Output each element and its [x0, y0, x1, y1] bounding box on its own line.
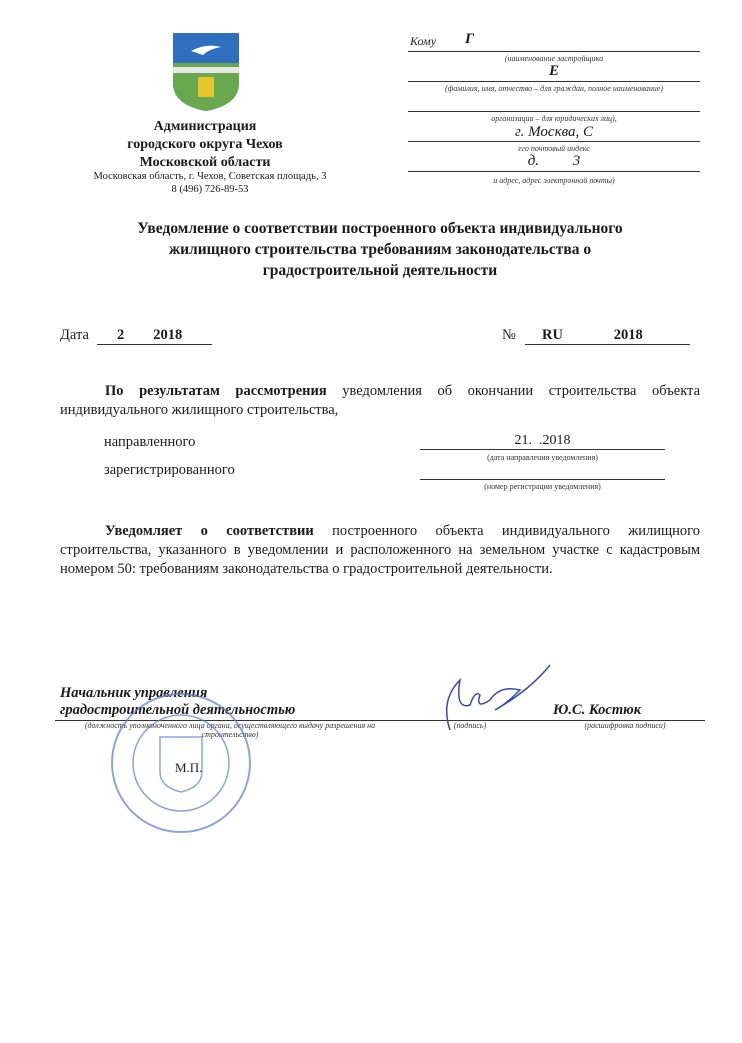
reg-label: зарегистрированного	[104, 462, 235, 478]
hint: (номер регистрации уведомления)	[484, 482, 601, 491]
coat-of-arms-logo	[173, 33, 239, 111]
to-label: Кому	[410, 34, 437, 48]
hint: его почтовый индекс	[518, 144, 590, 153]
date-value: 2 2018	[97, 327, 212, 345]
recipient-address: г. Москва, С	[514, 124, 594, 140]
recipient-name: Г	[465, 31, 475, 47]
hint: организации – для юридических лиц),	[491, 114, 617, 123]
hint: (наименование застройщика	[504, 54, 604, 63]
hint: (расшифровка подписи)	[584, 721, 666, 730]
signer-name: Ю.С. Костюк	[553, 702, 642, 718]
paragraph-1: По результатам рассмотрения уведомления об окончании строительства объекта индивидуального жилищного строительства,	[60, 383, 700, 418]
paragraph-2: Уведомляет о соответствии построенного объекта индивидуального жилищного строительства, указанного в уведомлении и расположенного на земельном участке с кадастровым номером 50: требованиям законодательства о градостроительной деятельности.	[60, 523, 700, 577]
hint: и адрес, адрес электронной почты)	[493, 176, 615, 185]
stamp-label: М.П.	[175, 760, 203, 775]
sent-label: направленного	[104, 434, 196, 450]
sender-org-line: городского округа Чехов	[127, 137, 283, 152]
number-label: №	[502, 327, 516, 343]
hint: (дата направления уведомления)	[487, 453, 598, 462]
sender-org-line: Московской области	[139, 155, 271, 170]
official-stamp	[110, 692, 252, 834]
position-line: градостроительной деятельностью	[60, 702, 296, 718]
position-line: Начальник управления	[60, 685, 208, 701]
recipient-name-2: Е	[548, 63, 559, 79]
sender-phone: 8 (496) 726-89-53	[171, 184, 249, 195]
recipient-address-2: д. 3	[527, 153, 581, 169]
document-title: Уведомление о соответствии построенного объекта индивидуального жилищного строительства требованиям законодательства о градостроительной деятельности	[137, 220, 623, 279]
sender-org-line: Администрация	[153, 119, 257, 134]
hint: (должность уполномоченного лица органа, осуществляющего выдачу разрешения на строительство)	[84, 721, 376, 739]
number-value: RU 2018	[525, 327, 690, 345]
hint: (подпись)	[453, 721, 487, 730]
date-label: Дата	[60, 327, 89, 343]
sender-address: Московская область, г. Чехов, Советская площадь, 3	[93, 171, 327, 182]
hint: (фамилия, имя, отчество – для граждан, полное наименование)	[444, 84, 664, 93]
handwritten-signature	[430, 660, 560, 745]
sent-date: 21. .2018	[420, 433, 665, 450]
